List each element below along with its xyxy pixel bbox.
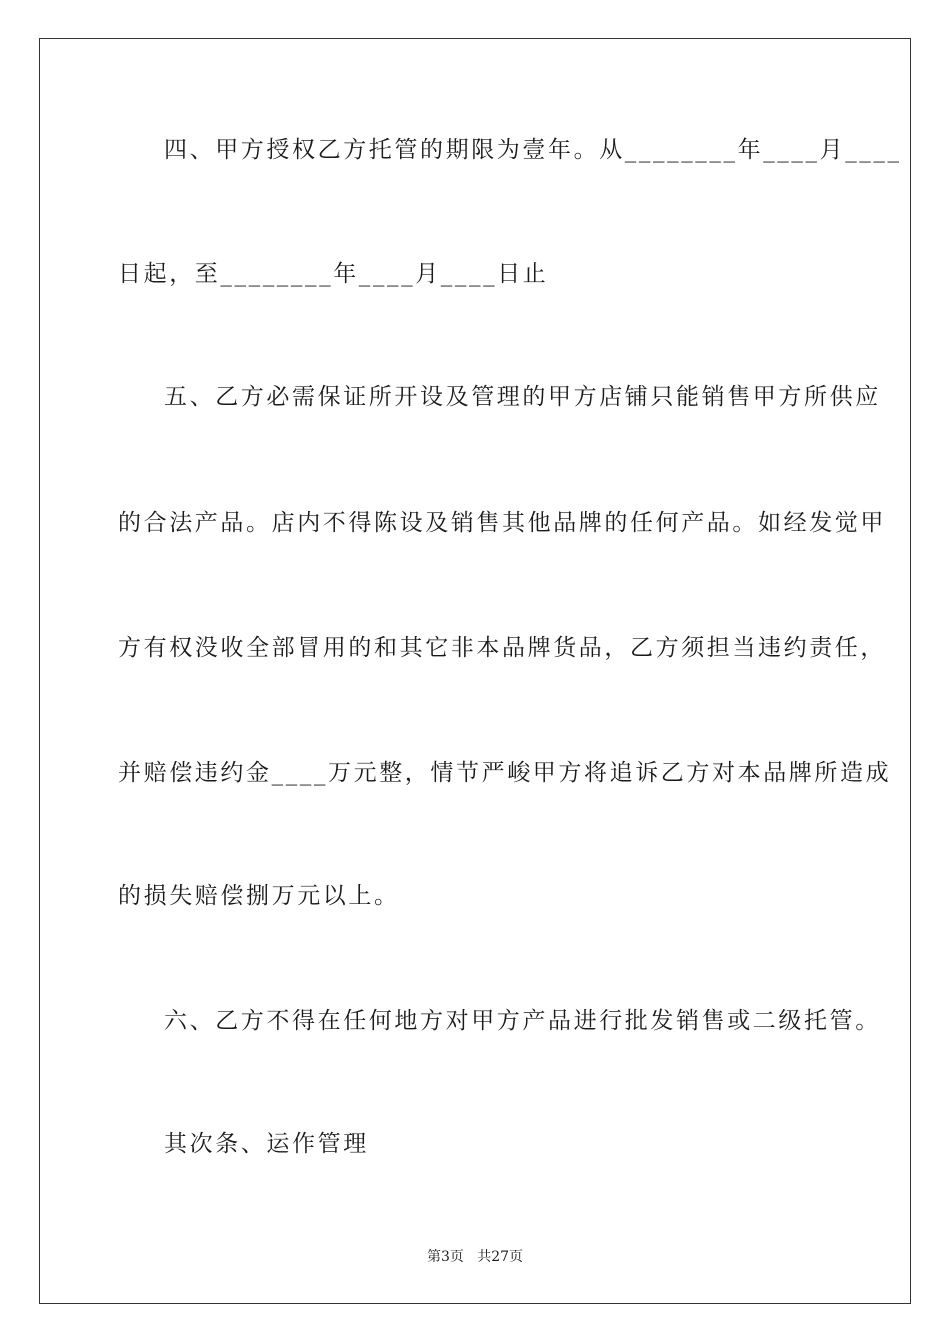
clause-6-line-1: 六、乙方不得在任何地方对甲方产品进行批发销售或二级托管。	[164, 1008, 881, 1034]
section-heading: 其次条、运作管理	[164, 1131, 369, 1157]
page-number: 第3页 共27页	[426, 1249, 524, 1265]
clause-4-line-1: 四、甲方授权乙方托管的期限为壹年。从________年____月____	[164, 137, 902, 163]
clause-5-line-1: 五、乙方必需保证所开设及管理的甲方店铺只能销售甲方所供应	[164, 384, 881, 410]
clause-5-line-2: 的合法产品。店内不得陈设及销售其他品牌的任何产品。如经发觉甲	[118, 510, 886, 536]
clause-5-line-5: 的损失赔偿捌万元以上。	[118, 883, 400, 909]
page-border	[39, 38, 911, 1304]
clause-5-line-3: 方有权没收全部冒用的和其它非本品牌货品，乙方须担当违约责任，	[118, 635, 886, 661]
clause-5-line-4: 并赔偿违约金____万元整，情节严峻甲方将追诉乙方对本品牌所造成	[118, 760, 892, 786]
clause-4-line-2: 日起，至________年____月____日止	[118, 261, 549, 287]
